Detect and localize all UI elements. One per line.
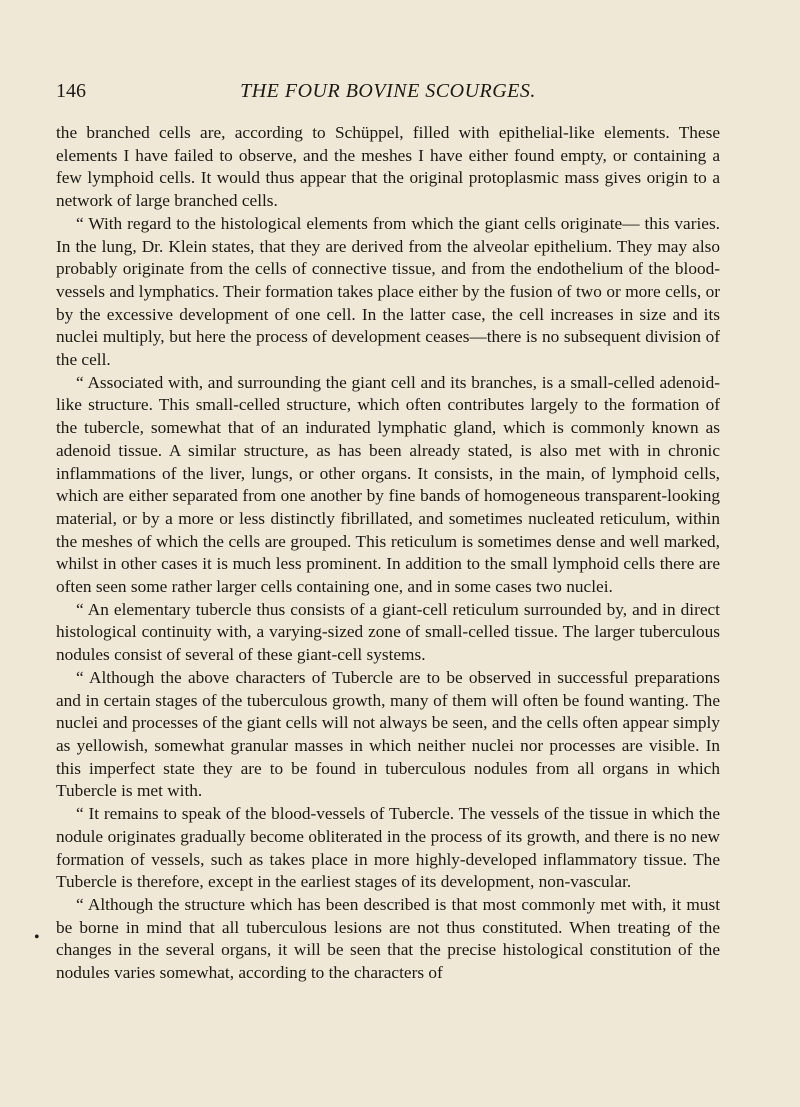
margin-mark: • xyxy=(34,929,40,946)
paragraph-6: “ It remains to speak of the blood-vessels of Tubercle. The vessels of the tissue in which the nodule originates gradually become obliterated in the process of its growth, and there is no new formation of vessels, such as takes place in more highly-developed inflammatory tissue. The Tubercle is therefore, except in the earliest stages of its development, non-vascular. xyxy=(56,804,720,892)
running-title: THE FOUR BOVINE SCOURGES. xyxy=(240,80,536,102)
paragraph-5: “ Although the above characters of Tubercle are to be observed in successful preparations and in certain stages of the tuberculous growth, many of them will often be found wanting. The nuclei and processes of the giant cells will not always be seen, and the cells often appear simply as yellowish, somewhat granular masses in which neither nuclei nor processes are visible. In this imperfect state they are to be found in tuberculous nodules from all organs in which Tubercle is met with. xyxy=(56,667,720,801)
paragraph-3: “ Associated with, and surrounding the giant cell and its branches, is a small-celled adenoid-like structure. This small-celled structure, which often contributes largely to the formation of the tubercle, somewhat that of an indurated lymphatic gland, which is commonly known as adenoid tissue. A similar structure, as has been already stated, is also met with in chronic inflammations of the liver, lungs, or other organs. It consists, in the main, of lymphoid cells, which are either separated from one another by fine bands of homogeneous transparent-looking material, or by a more or less distinctly fibrillated, and sometimes nucleated reticulum, within the meshes of which the cells are grouped. This reticulum is sometimes dense and well marked, whilst in other cases it is much less prominent. In addition to the small lymphoid cells there are often seen some rather larger cells containing one, and in some cases two nuclei. xyxy=(56,372,720,597)
paragraph-1: the branched cells are, according to Schüppel, filled with epithelial-like elements. These elements I have failed to observe, and the meshes I have either found empty, or containing a few lymphoid cells. It would thus appear that the original protoplasmic mass gives origin to a network of large branched cells. xyxy=(56,123,720,211)
paragraph-7: “ Although the structure which has been described is that most commonly met with, it must be borne in mind that all tuberculous lesions are not thus constituted. When treating of the changes in the several organs, it will be seen that the precise histological constitution of the nodules varies somewhat, according to the characters of xyxy=(56,894,720,983)
page-number: 146 xyxy=(56,80,86,102)
paragraph-2: “ With regard to the histological elements from which the giant cells originate— this varies. In the lung, Dr. Klein states, that they are derived from the alveolar epithelium. They may also probably originate from the cells of connective tissue, and from the endothelium of the blood-vessels and lymphatics. Their formation takes place either by the fusion of two or more cells, or by the excessive development of one cell. In the latter case, the cell increases in size and its nuclei multiply, but here the process of development ceases—there is no subsequent division of the cell. xyxy=(56,213,720,370)
paragraph-4: “ An elementary tubercle thus consists of a giant-cell reticulum surrounded by, and in direct histological continuity with, a varying-sized zone of small-celled tissue. The larger tuberculous nodules consist of several of these giant-cell systems. xyxy=(56,599,720,665)
page-header xyxy=(56,80,720,114)
page-body xyxy=(56,122,720,985)
